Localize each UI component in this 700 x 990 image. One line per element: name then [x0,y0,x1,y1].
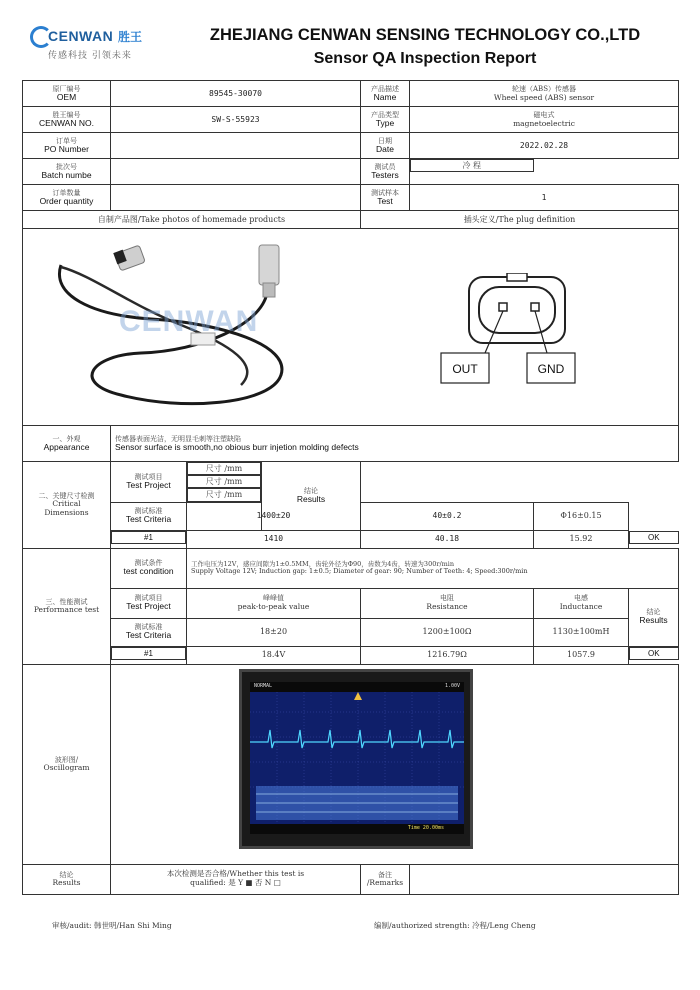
appearance-text: 传感器表面光洁，无明显毛刺等注塑缺陷 Sensor surface is smooth,no obious burr injetion molding defects [111,426,679,462]
photo-cell [23,229,679,426]
dimensions-col1-head: 尺寸 /mm [187,462,261,475]
info-row-cenwan [23,107,679,133]
scope-waveform [250,682,464,834]
dimensions-results-label: 结论 Results [262,462,361,531]
oscillogram-row [23,664,679,864]
cenwan-no-label: 胜王编号 CENWAN NO. [23,107,111,133]
appearance-label: 一、外观 Appearance [23,426,111,462]
performance-condition-label: 测试条件 test condition [111,548,187,588]
performance-result: OK [629,647,679,660]
performance-col3-criteria: 1130±100mH [534,618,629,646]
testers-value: 冷 程 [410,159,534,172]
dimensions-head-row [23,462,679,503]
info-row-oem [23,81,679,107]
name-label: 产品描述 Name [361,81,410,107]
oem-value: 89545-30070 [111,81,361,107]
date-label: 日期 Date [361,133,410,159]
dimensions-col1-criteria: 1400±20 [187,502,361,530]
dimensions-col3-value: 15.92 [534,530,629,548]
performance-criteria-label: 测试标准 Test Criteria [111,618,187,646]
photo-caption-row [23,211,679,229]
po-label: 订单号 PO Number [23,133,111,159]
performance-label: 三、性能测试 Performance test [23,548,111,664]
info-row-po [23,133,679,159]
performance-criteria-row [23,618,679,646]
batch-value [111,159,361,185]
test-label: 测试样本 Test [361,185,410,211]
testers-label: 测试员 Testers [361,159,410,185]
dimensions-criteria-label: 测试标准 Test Criteria [111,502,187,530]
type-value: 磁电式 magnetoelectric [410,107,679,133]
performance-sample-row [23,646,679,664]
performance-col2-criteria: 1200±100Ω [361,618,534,646]
type-label: 产品类型 Type [361,107,410,133]
performance-sample: #1 [111,647,186,660]
product-photo-caption: 自制产品图/Take photos of homemade products [23,211,361,229]
logo-cn: 胜王 [118,30,143,44]
photo-row [23,229,679,426]
results-text: 本次检测是否合格/Whether this test is qualified: 是 Y ■ 否 N □ [111,864,361,894]
scope-timebase: Time 20.00ms [407,824,444,831]
performance-results-label: 结论 Results [629,588,679,646]
performance-project-label: 测试项目 Test Project [111,588,187,618]
performance-col3-head: 电感 Inductance [534,588,629,618]
oem-label: 原厂编号 OEM [23,81,111,107]
scope-scale: 1.00V [444,682,460,689]
oscilloscope-photo [239,669,473,849]
dimensions-col2-value: 40.18 [361,530,534,548]
scope-bottom-bar [250,824,464,834]
qty-label: 订单数量 Order quantity [23,185,111,211]
date-value: 2022.02.28 [410,133,679,159]
audit-signature: 审核/audit: 韩世明/Han Shi Ming [52,921,172,930]
dimensions-result: OK [629,531,679,544]
oscillogram-cell [111,664,679,864]
appearance-row [23,426,679,462]
remarks-value [410,864,679,894]
inspection-table [22,80,679,895]
dimensions-col3-head: 尺寸 /mm [187,488,261,501]
dimensions-col1-value: 1410 [187,530,361,548]
dimensions-project-label: 测试项目 Test Project [111,462,187,503]
cenwan-no-value: SW-S-55923 [111,107,361,133]
performance-col3-value: 1057.9 [534,646,629,664]
oscillogram-label: 波形图/ Oscillogram [23,664,111,864]
performance-head-row [23,588,679,618]
company-name: ZHEJIANG CENWAN SENSING TECHNOLOGY CO.,LTD [209,26,641,44]
results-label: 结论 Results [23,864,111,894]
test-value: 1 [410,185,679,211]
performance-condition-text: 工作电压为12V，感应间隙为1±0.5MM，齿轮外径为Φ90，齿数为4齿，转速为300r/min Supply Voltage 12V; Induction gap: 1±0.5; Diameter of gear: 90; Number of Teeth: 4; Speed:300r/min [187,548,679,588]
info-row-qty [23,185,679,211]
company-logo [30,24,150,70]
scope-mode: NORMAL [254,682,273,689]
pin-gnd-label: GND [537,362,565,376]
performance-col2-value: 1216.79Ω [361,646,534,664]
name-value: 轮速（ABS）传感器 Wheel speed (ABS) sensor [410,81,679,107]
dimensions-col2-criteria: 40±0.2 [361,502,534,530]
remarks-label: 备注 /Remarks [361,864,410,894]
performance-col1-head: 峰峰值 peak-to-peak value [187,588,361,618]
performance-col1-value: 18.4V [187,646,361,664]
qty-value [111,185,361,211]
watermark-logo: CENWAN [119,305,259,338]
logo-word: CENWAN [48,28,114,44]
report-header [22,18,678,76]
batch-label: 批次号 Batch numbe [23,159,111,185]
logo-slogan: 传感科技 引领未来 [48,51,132,61]
photo-area [23,229,678,425]
report-title: Sensor QA Inspection Report [313,50,537,67]
oscilloscope-screen [250,682,464,834]
info-row-batch [23,159,679,185]
authorized-signature: 编制/authorized strength: 冷程/Leng Cheng [374,921,536,930]
dimensions-sample-row [23,530,679,548]
dimensions-label: 二、关键尺寸检测 Critical Dimensions [23,462,111,549]
plug-definition-caption: 插头定义/The plug definition [361,211,679,229]
dimensions-sample: #1 [111,531,186,544]
dimensions-criteria-row [23,502,679,530]
dimensions-col3-criteria: Φ16±0.15 [534,502,629,530]
performance-condition-row [23,548,679,588]
plug-diagram [435,273,585,393]
dimensions-col2-head: 尺寸 /mm [187,475,261,488]
performance-col1-criteria: 18±20 [187,618,361,646]
results-row [23,864,679,894]
performance-col2-head: 电阻 Resistance [361,588,534,618]
po-value [111,133,361,159]
pin-out-label: OUT [452,362,478,376]
